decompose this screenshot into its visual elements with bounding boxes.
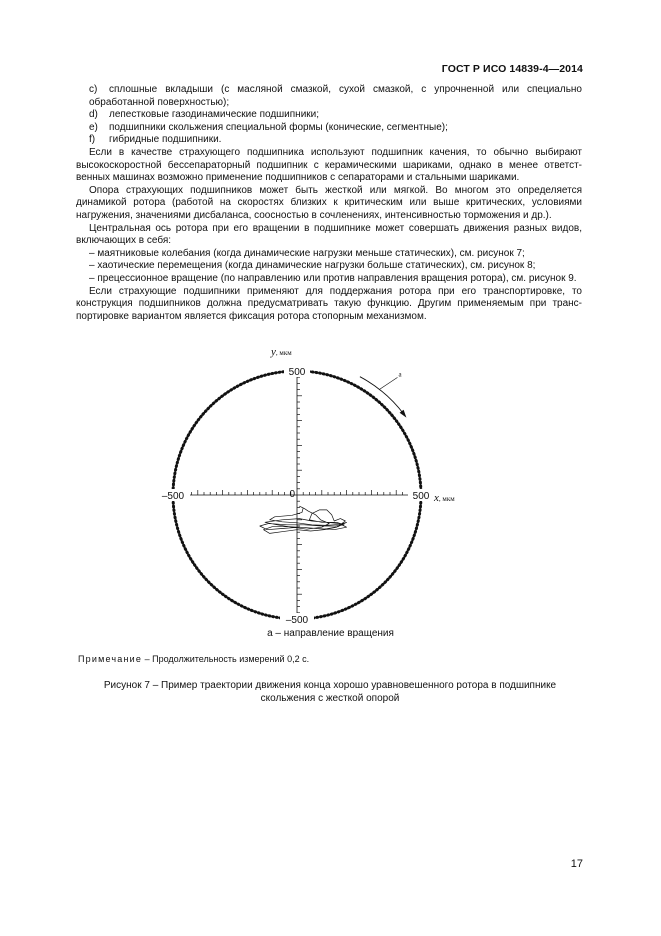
list-marker: d) (89, 109, 98, 121)
figure-caption: Рисунок 7 – Пример траектории движения конца хорошо уравновешенного ротора в подшипнике скольжения с жесткой опорой (103, 680, 557, 704)
x-axis-variable: x (434, 492, 439, 504)
rotor-trajectory-line (260, 506, 347, 533)
document-standard-header: ГОСТ Р ИСО 14839-4—2014 (441, 63, 583, 75)
list-item-text: подшипники скольжения специальной формы (конические, сегментные); (109, 121, 448, 133)
paragraph-transport: Если страхующие подшипники применяют для поддержания ротора при его транспортировке, то конструкция подшипников должна предусматривать такую функцию. Другим применяемым при транс-портировке вариантом является фиксация ротора стопорным механизмом. (76, 285, 582, 322)
paragraph-axis-motion: Центральная ось ротора при его вращении в подшипнике может совершать движения разных видов, включающих в себя: (76, 222, 582, 247)
dash-item-chaotic: – хаотические перемещения (когда динамические нагрузки больше статических), см. рисунок 8; (89, 260, 536, 272)
rotation-direction-arrow (360, 377, 404, 415)
page-number: 17 (570, 858, 583, 870)
x-tick-label-right: 500 (412, 491, 430, 502)
y-axis-variable: y (271, 346, 276, 358)
origin-label: 0 (289, 489, 295, 500)
body-text (76, 84, 582, 323)
list-item (76, 122, 582, 135)
x-axis-unit: , мкм (438, 495, 455, 503)
list-marker: е) (89, 121, 98, 133)
dash-item-precession: – прецессионное вращение (по направлению или против направления вращения ротора), см. рисунок 9. (89, 272, 577, 284)
list-item-text: гибридные подшипники. (109, 134, 222, 146)
y-axis-title (270, 346, 292, 358)
x-tick-label-left: –500 (161, 491, 185, 502)
rotation-marker-leader (380, 377, 398, 389)
trajectory-chart (140, 338, 520, 628)
note-text: – Продолжительность измерений 0,2 с. (142, 654, 310, 664)
list-item-text: сплошные вкладыши (с масляной смазкой, сухой смазкой, с упрочненной или специально обработанной поверхностью); (89, 84, 582, 108)
figure-note (78, 654, 309, 664)
list-item (76, 134, 582, 147)
dash-item-pendulum: – маятниковые колебания (когда динамические нагрузки меньше статических), см. рисунок 7; (89, 247, 525, 259)
list-item-text: лепестковые газодинамические подшипники; (109, 109, 320, 121)
rotation-marker-label: а (398, 370, 402, 379)
list-item (76, 84, 582, 109)
y-axis-unit: , мкм (275, 349, 292, 357)
x-axis-title (433, 492, 455, 504)
figure-legend: а – направление вращения (267, 628, 394, 639)
list-marker: с) (89, 84, 98, 95)
list-item (76, 109, 582, 122)
list-marker: f) (89, 134, 96, 146)
rotation-arrowhead (400, 410, 407, 418)
note-label: Примечание (78, 654, 143, 664)
paragraph-bearing-support: Опора страхующих подшипников может быть жесткой или мягкой. Во многом это определяется динамикой ротора (работой на скоростях близких к критическим или выше критических, условиями нагружения, значениями дисбаланса, соосностью в сочленениях, интенсивностью торможения и др.). (76, 184, 582, 221)
y-tick-label-bottom: –500 (285, 615, 309, 626)
figure-7 (140, 338, 520, 628)
y-tick-label-top: 500 (288, 367, 306, 378)
paragraph-rolling-bearing: Если в качестве страхующего подшипника используют подшипник качения, то обычно выбирают высокоскоростной бессепараторный подшипник с керамическими шариками, однако в менее ответст-венных машинах возможно применение подшипников с сепараторами и стальными шариками. (76, 146, 582, 184)
